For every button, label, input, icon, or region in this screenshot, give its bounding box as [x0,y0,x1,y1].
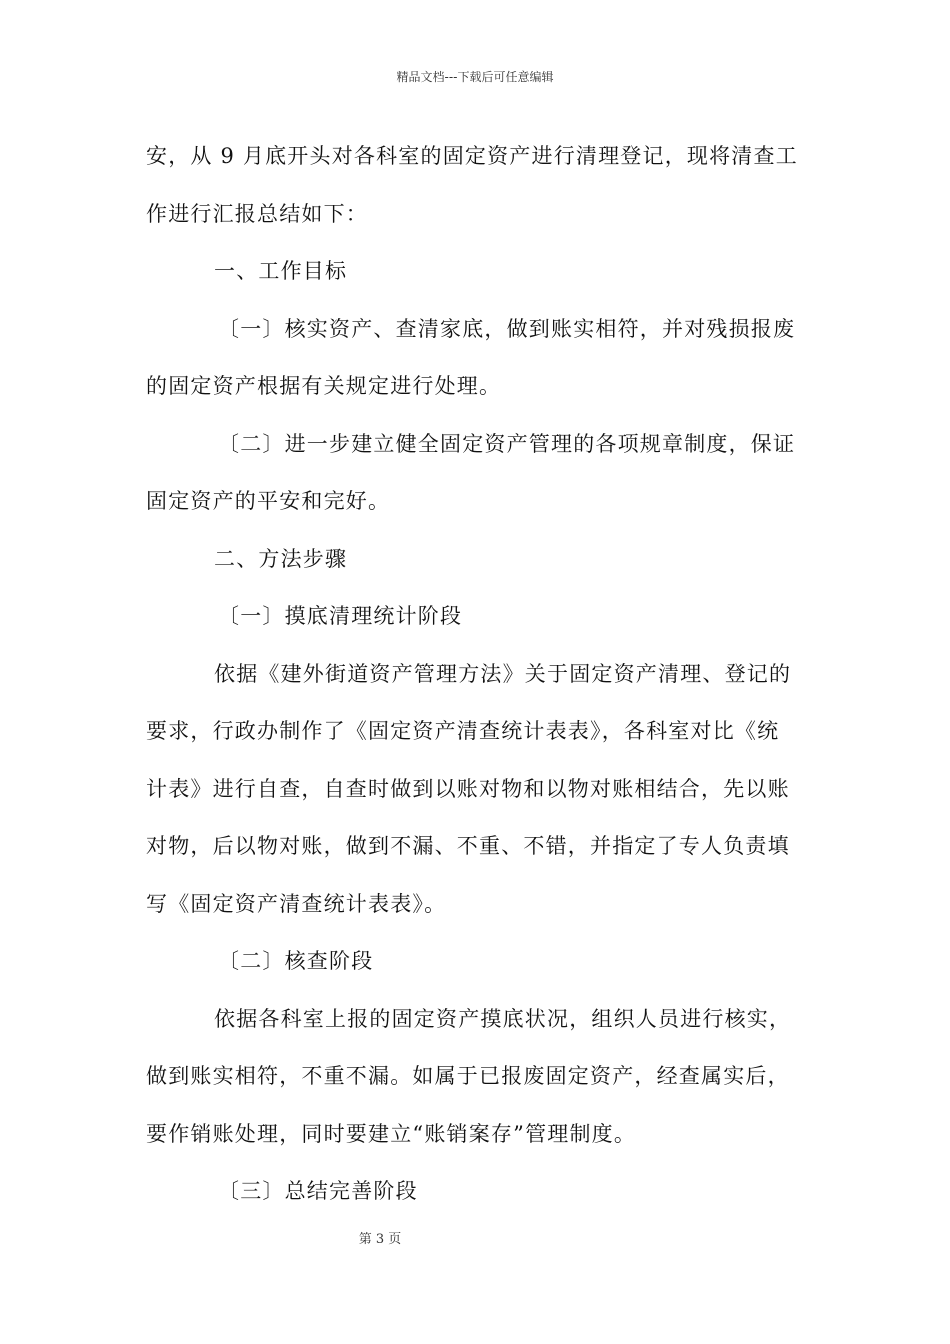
paragraph-line: 〔一〕核实资产、查清家底，做到账实相符，并对残损报废 [218,316,796,341]
paragraph-line: 写《固定资产清查统计表表》。 [146,891,447,916]
section-heading: 一、工作目标 [214,259,348,283]
paragraph-line: 计表》进行自查，自查时做到以账对物和以物对账相结合，先以账 [146,776,790,801]
paragraph-line: 要作销账处理，同时要建立“账销案存”管理制度。 [146,1121,637,1146]
paragraph-line: 作进行汇报总结如下： [146,201,368,226]
paragraph-line: 依据各科室上报的固定资产摸底状况，组织人员进行核实， [214,1006,792,1031]
page-header: 精品文档---下载后可任意编辑 [396,70,554,84]
paragraph-line: 〔二〕进一步建立健全固定资产管理的各项规章制度，保证 [218,431,796,456]
subsection-heading: 〔一〕摸底清理统计阶段 [218,604,463,628]
section-heading: 二、方法步骤 [214,546,348,571]
subsection-heading: 〔三〕总结完善阶段 [218,1179,418,1203]
document-body [146,128,806,1221]
paragraph-line: 依据《建外街道资产管理方法》关于固定资产清理、登记的 [214,661,792,686]
paragraph-line: 安，从 9 月底开头对各科室的固定资产进行清理登记，现将清查工 [146,144,798,168]
paragraph-line: 对物，后以物对账，做到不漏、不重、不错，并指定了专人负责填 [146,834,790,858]
page-number: 第 3 页 [358,1232,402,1247]
subsection-heading: 〔二〕核查阶段 [218,949,374,973]
paragraph-line: 要求，行政办制作了《固定资产清查统计表表》，各科室对比《统 [146,719,780,743]
paragraph-line: 固定资产的平安和完好。 [146,489,391,513]
paragraph-line: 的固定资产根据有关规定进行处理。 [146,374,502,398]
paragraph-line: 做到账实相符，不重不漏。如属于已报废固定资产，经查属实后， [146,1064,790,1088]
